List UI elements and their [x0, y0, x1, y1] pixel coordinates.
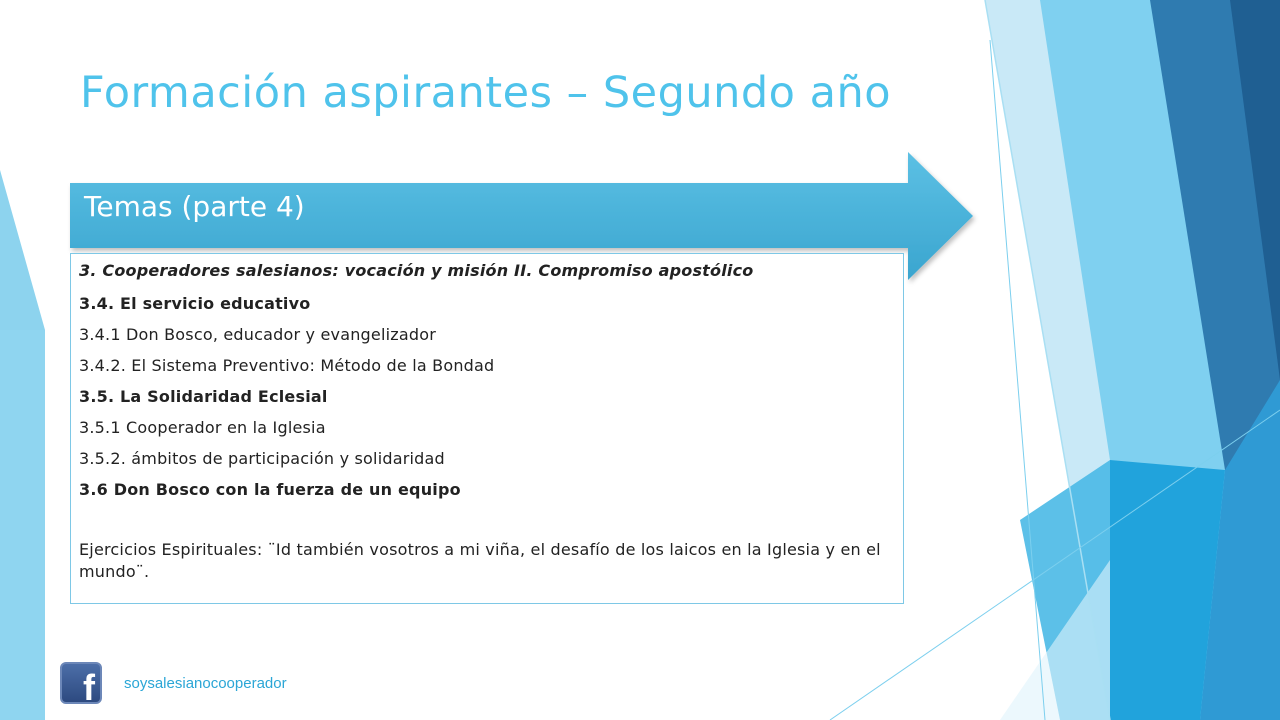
exercise-text: Ejercicios Espirituales: ¨Id también vosotros a mi viña, el desafío de los laicos en la Iglesia y en el mundo¨. [79, 540, 881, 581]
footer [60, 662, 287, 704]
content-heading: 3. Cooperadores salesianos: vocación y misión II. Compromiso apostólico [79, 261, 754, 280]
slide-title: Formación aspirantes – Segundo año [80, 68, 892, 118]
list-item-3-4: 3.4. El servicio educativo [79, 294, 311, 313]
list-item-3-6: 3.6 Don Bosco con la fuerza de un equipo [79, 480, 461, 499]
content-box [70, 253, 904, 604]
facebook-page-link[interactable]: soysalesianocooperador [124, 674, 287, 692]
list-item-3-5: 3.5. La Solidaridad Eclesial [79, 387, 328, 406]
list-item-3-5-1: 3.5.1 Cooperador en la Iglesia [79, 418, 326, 437]
list-item-3-4-1: 3.4.1 Don Bosco, educador y evangelizador [79, 325, 436, 344]
facebook-icon[interactable]: f [60, 662, 102, 704]
banner-label: Temas (parte 4) [84, 190, 305, 223]
list-item-3-4-2: 3.4.2. El Sistema Preventivo: Método de la Bondad [79, 356, 495, 375]
list-item-3-5-2: 3.5.2. ámbitos de participación y solidaridad [79, 449, 445, 468]
